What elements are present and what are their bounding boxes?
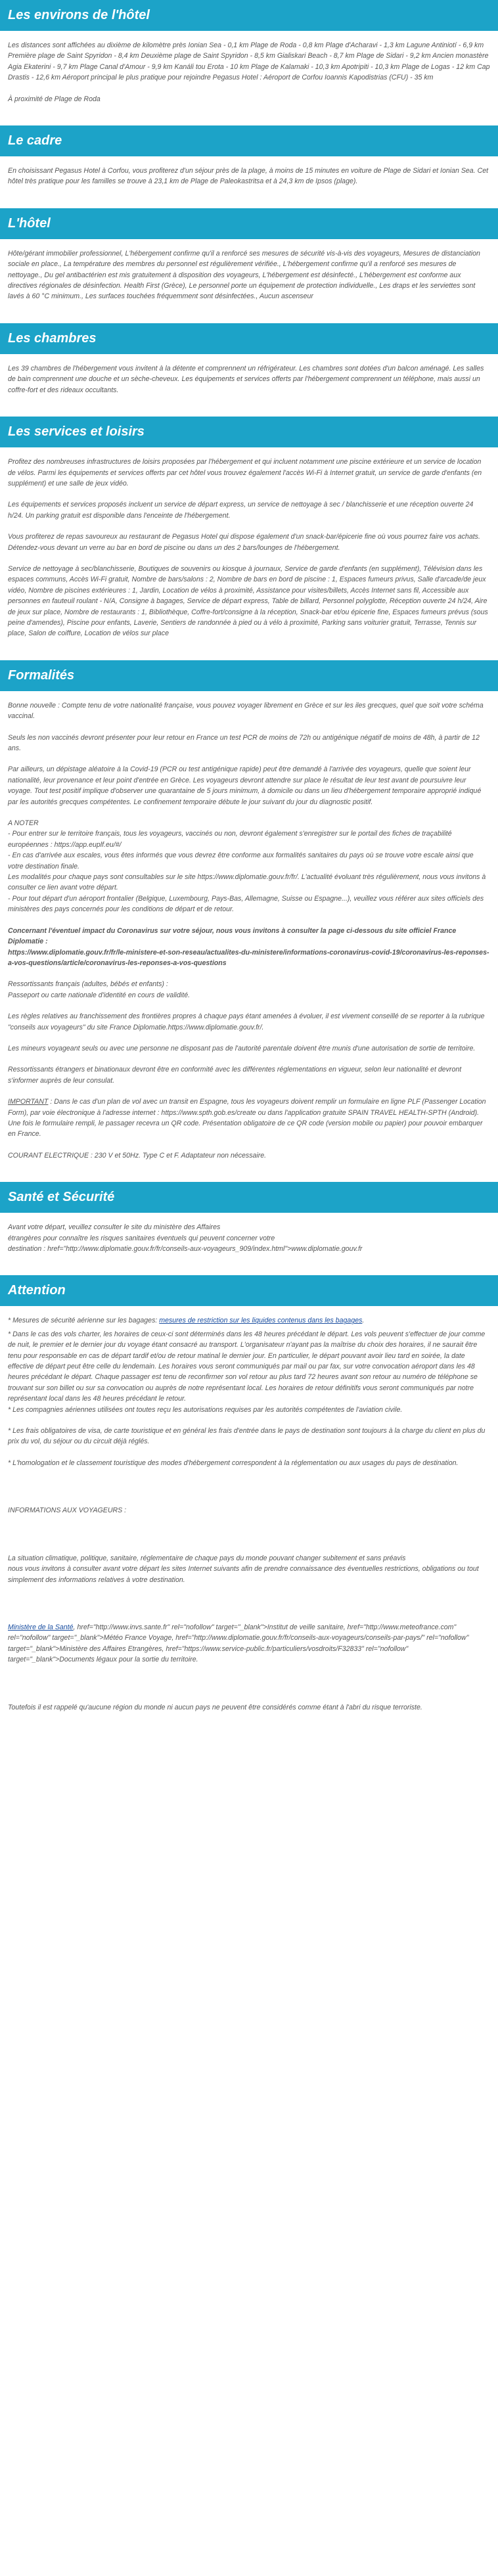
formalites-rules: Les règles relatives au franchissement des frontières propres à chaque pays étant amenées à évoluer, il est vivement conseillé de se reporter à la rubrique "conseils aux voyageurs" du site France Diplomatie.https://www.diplomatie.gouv.fr/. — [8, 1012, 485, 1031]
formalites-text-3: Par ailleurs, un dépistage aléatoire à la Covid-19 (PCR ou test antigénique rapide) peut être demandé à l'arrivée des voyageurs, quelle que soient leur nationalité, leur provenance et leur point d'entrée en Grèce. Les voyageurs devront attendre sur place le résultat de leur test avant de poursuivre leur voyage. Tout test positif implique d'observer une quarantaine de 5 jours minimum, à domicile ou dans un lieu d'hébergement temporaire approprié indiqué par les autorités grecques compétentes. Le confinement temporaire débute le jour suivant du jour du diagnostic positif. — [8, 765, 482, 806]
attention-baggage — [8, 1315, 490, 1326]
formalites-documents: Ressortissants français (adultes, bébés et enfants) : Passeport ou carte nationale d'identité en cours de validité. — [8, 980, 191, 999]
important-text: : Dans le cas d'un plan de vol avec un transit en Espagne, tous les voyageurs doivent remplir un formulaire en ligne PLF (Passenger Location Form), par voie électronique à l'adresse internet : https://www.spth.gob.es/create ou dans l'application gratuite SPAIN TRAVEL HEALTH-SPTH (Android). Une fois le formulaire rempli, le passager recevra un QR code. Présentation obligatoire de ce QR code (version mobile ou papier) pour pouvoir embarquer en France. — [8, 1098, 486, 1139]
section-title: Les environs de l'hôtel — [0, 0, 498, 31]
section-services — [0, 417, 498, 639]
baggage-suffix: . — [362, 1317, 365, 1325]
attention-visa: * Les frais obligatoires de visa, de carte touristique et en général les frais d'entrée dans le pays de destination sont toujours à la charge du client en plus du prix du vol, du séjour ou du circuit déjà réglés. — [8, 1427, 486, 1446]
attention-links — [8, 1622, 490, 1665]
attention-terror: Toutefois il est rappelé qu'aucune région du monde ni aucun pays ne peuvent être considérés comme étant à l'abri du risque terroriste. — [8, 1703, 422, 1711]
formalites-important — [8, 1096, 490, 1140]
section-environs — [0, 0, 498, 104]
attention-info-text: La situation climatique, politique, sanitaire, réglementaire de chaque pays du monde pouvant changer subitement et sans préavis nous vous invitons à consulter avant votre départ les sites Internet suivants afin de prendre connaissance des éventuelles restrictions, obligations ou tout simplement des informations relatives à votre destination. — [8, 1554, 479, 1584]
section-title: Le cadre — [0, 125, 498, 156]
section-title: Formalités — [0, 660, 498, 691]
attention-links-text: , href="http://www.invs.sante.fr" rel="nofollow" target="_blank">Institut de veille sanitaire, href="http://www.meteofrance.com" rel="nofollow" target="_blank">Météo France Voyage, href="http://www.diplomatie.gouv.fr/fr/conseils-aux-voyageurs/conseils-par-pays/" rel="nofollow" target="_blank">Ministère des Affaires Etrangères, href="https://www.service-public.fr/particuliers/vosdroits/F32833" rel="nofollow" target="_blank">Documents légaux pour la sortie du territoire. — [8, 1623, 469, 1664]
section-title: Les services et loisirs — [0, 417, 498, 447]
important-label: IMPORTANT — [8, 1098, 49, 1106]
section-hotel — [0, 208, 498, 302]
formalites-note: A NOTER - Pour entrer sur le territoire français, tous les voyageurs, vaccinés ou non, devront également s'enregistrer sur le portail des fiches de traçabilité européennes : https://app.euplf.eu/#/ - En cas d'arrivée aux escales, vous êtes informés que vous devrez être conforme aux formalités sanitaires du pays où se trouve votre escale ainsi que votre destination finale. Les modalités pour chaque pays sont consultables sur le site https://www.diplomatie.gouv.fr/fr/. L'actualité évoluant très régulièrement, nous vous invitons à consulter ce lien avant votre départ. - Pour tout départ d'un aéroport frontalier (Belgique, Luxembourg, Pays-Bas, Allemagne, Suisse ou Espagne...), veuillez vous référer aux sites officiels des ministères des pays concernés pour les conditions de départ et de retour. — [8, 819, 486, 914]
formalites-electric: COURANT ELECTRIQUE : 230 V et 50Hz. Type C et F. Adaptateur non nécessaire. — [8, 1151, 267, 1160]
chambres-text: Les 39 chambres de l'hébergement vous invitent à la détente et comprennent un réfrigérateur. Les chambres sont dotées d'un balcon aménagé. Les salles de bain comprennent une douche et un sèche-cheveux. Les équipements et services offerts par l'hébergement comprennent un téléphone, mais aussi un coffre-fort et des rideaux occultants. — [8, 364, 484, 394]
coronavirus-notice-text: Concernant l'éventuel impact du Coronavirus sur votre séjour, nous vous invitons à consulter la page ci-dessous du site officiel France Diplomatie : https://www.diplomatie.gouv.fr/fr/le-ministere-et-son-reseau/actualites-du-ministere/informations-coronavirus-covid-19/coronavirus-les-reponses-a-vos-questions/article/coronavirus-les-reponses-a-vos-questions — [8, 926, 489, 967]
section-formalites — [0, 660, 498, 1161]
attention-info-heading: INFORMATIONS AUX VOYAGEURS : — [8, 1506, 127, 1515]
section-sante — [0, 1182, 498, 1254]
attention-charter: * Dans le cas des vols charter, les horaires de ceux-ci sont déterminés dans les 48 heures précédant le départ. Les vols peuvent s'effectuer de jour comme de nuit, le premier et le dernier jour du voyage étant consacré au transport. L'organisateur n'ayant pas la maîtrise du choix des horaires, il ne saurait être tenu pour responsable en cas de départ tardif et/ou de retour matinal le dernier jour. En particulier, le départ pouvant avoir lieu tard en soirée, la date effective de départ peut être celle du lendemain. Les horaires vous seront communiqués par mail ou par fax, sur votre convocation aéroport dans les 48 heures précédant le départ. Chaque passager est tenu de reconfirmer son vol retour au plus tard 72 heures avant son retour au numéro de téléphone se trouvant sur son billet ou sur sa convocation ou auprès de notre représentant local. Les horaires de retour définitifs vous seront communiqués par notre représentant local dans les 48 heures précédant le retour. * Les compagnies aériennes utilisées ont toutes reçu les autorisations requises par les autorités compétentes de l'aviation civile. — [8, 1330, 486, 1414]
liquids-restriction-link[interactable]: mesures de restriction sur les liquides contenus dans les bagages — [159, 1317, 363, 1325]
formalites-text-2: Seuls les non vaccinés devront présenter pour leur retour en France un test PCR de moins de 72h ou antigénique négatif de moins de 48h, à partir de 12 ans. — [8, 733, 480, 752]
section-title: Attention — [0, 1275, 498, 1306]
section-cadre — [0, 125, 498, 187]
services-text-3: Vous profiterez de repas savoureux au restaurant de Pegasus Hotel qui dispose également d'un snack-bar/épicerie fine où vous pourrez faire vos achats. Détendez-vous devant un verre au bar en bord de piscine ou dans un des 2 bars/lounges de l'hébergement. — [8, 533, 480, 552]
section-chambres — [0, 323, 498, 395]
section-title: L'hôtel — [0, 208, 498, 239]
attention-homologation: * L'homologation et le classement touristique des modes d'hébergement correspondent à la réglementation ou aux usages du pays de destination. — [8, 1458, 459, 1467]
formalites-minors: Les mineurs voyageant seuls ou avec une personne ne disposant pas de l'autorité parentale doivent être munis d'une autorisation de sortie de territoire. — [8, 1044, 476, 1052]
services-list: Service de nettoyage à sec/blanchisserie, Boutiques de souvenirs ou kiosque à journaux, Service de garde d'enfants (en supplément), Télévision dans les espaces communs, Accès Wi-Fi gratuit, Nombre de bars/salons : 2, Nombre de bars en bord de piscine : 1, Espaces fumeurs privus, Salle d'arcade/de jeux vidéo, Nombre de piscines extérieures : 1, Jardin, Location de vélos à proximité, Assistance pour visites/billets, Accès Internet sans fil, Accessible aux personnes en fauteuil roulant - N/A, Consigne à bagages, Service de départ express, Table de billard, Personnel polyglotte, Réception ouverte 24 h/24, Aire de jeux sur place, Nombre de restaurants : 1, Bibliothèque, Coffre-fort/consigne à la réception, Snack-bar et/ou épicerie fine, Espaces fumeurs prévus (sous peine d'amendes), Piscine pour enfants, Laverie, Sentiers de randonnée à pied ou à vélo à proximité, Parking sans voiturier gratuit, Terrasse, Tennis sur place, Salon de coiffure, Location de vélos sur place — [8, 564, 488, 638]
section-title: Santé et Sécurité — [0, 1182, 498, 1213]
sante-text: Avant votre départ, veuillez consulter le site du ministère des Affaires étrangères pour connaître les risques sanitaires éventuels qui peuvent concerner votre destination : href="http://www.diplomatie.gouv.fr/fr/conseils-aux-voyageurs_909/index.html">www.diplomatie.gouv.fr — [8, 1223, 363, 1253]
section-title: Les chambres — [0, 323, 498, 354]
formalites-foreigners: Ressortissants étrangers et binationaux devront être en conformité avec les différentes réglementations en vigueur, selon leur nationalité et devront s'informer auprès de leur consulat. — [8, 1066, 462, 1085]
section-attention — [0, 1275, 498, 1713]
formalites-coronavirus-notice — [8, 926, 490, 969]
environs-proximity: À proximité de Plage de Roda — [8, 95, 101, 103]
cadre-text: En choisissant Pegasus Hotel à Corfou, vous profiterez d'un séjour près de la plage, à moins de 15 minutes en voiture de Plage de Sidari et Ionian Sea. Cet hôtel très pratique pour les familles se trouve à 23,1 km de Plage de Paleokastritsa et à 24,3 km de Ipsos (plage). — [8, 167, 489, 186]
baggage-prefix: * Mesures de sécurité aérienne sur les bagages: — [8, 1317, 160, 1325]
services-text-2: Les équipements et services proposés incluent un service de départ express, un service de nettoyage à sec / blanchisserie et une réception ouverte 24 h/24. Un parking gratuit est disponible dans l'enceinte de l'hébergement. — [8, 501, 474, 520]
environs-distances: Les distances sont affichées au dixième de kilomètre près Ionian Sea - 0,1 km Plage de Roda - 0,8 km Plage d'Acharavi - 1,3 km Lagune Antiniotí - 6,9 km Première plage de Saint Spyridon - 8,4 km Deuxième plage de Saint Spyridon - 8,5 km Gialiskari Beach - 8,7 km Plage de Sidari - 9,2 km Ancien monastère Agia Ekaterini - 9,7 km Plage Canal d'Amour - 9,9 km Kanáli tou Erota - 10 km Plage de Kalamaki - 10,3 km Apotripiti - 10,3 km Plage de Logas - 12 km Cap Drastis - 12,6 km Aéroport principal le plus pratique pour rejoindre Pegasus Hotel : Aéroport de Corfou Ioannis Kapodistrias (CFU) - 35 km — [8, 41, 490, 82]
hotel-text: Hôte/gérant immobilier professionnel, L'hébergement confirme qu'il a renforcé ses mesures de sécurité vis-à-vis des voyageurs, Mesures de distanciation sociale en place., La température des membres du personnel est régulièrement vérifiée., L'hébergement confirme qu'il a renforcé ses mesures de nettoyage., Du gel antibactérien est mis gratuitement à disposition des voyageurs, L'hébergement est désinfecté., L'hébergement est conforme aux directives régionales de désinfection. Health First (Grèce), Le personnel porte un équipement de protection individuelle., Les draps et les serviettes sont lavés à 60 °C minimum., Les surfaces touchées fréquemment sont désinfectées., Aucun ascenseur — [8, 249, 480, 301]
ministere-sante-link[interactable]: Ministère de la Santé — [8, 1623, 74, 1631]
services-text-1: Profitez des nombreuses infrastructures de loisirs proposées par l'hébergement et qui incluent notamment une piscine extérieure et un service de location de vélos. Parmi les équipements et services offerts par cet hôtel vous trouvez également l'accès Wi-Fi à Internet gratuit, un service de garde d'enfants (en supplément) et une salle de jeux vidéo. — [8, 458, 482, 487]
formalites-text-1: Bonne nouvelle : Compte tenu de votre nationalité française, vous pouvez voyager librement en Grèce et sur les iles grecques, quel que soit votre schéma vaccinal. — [8, 701, 484, 721]
